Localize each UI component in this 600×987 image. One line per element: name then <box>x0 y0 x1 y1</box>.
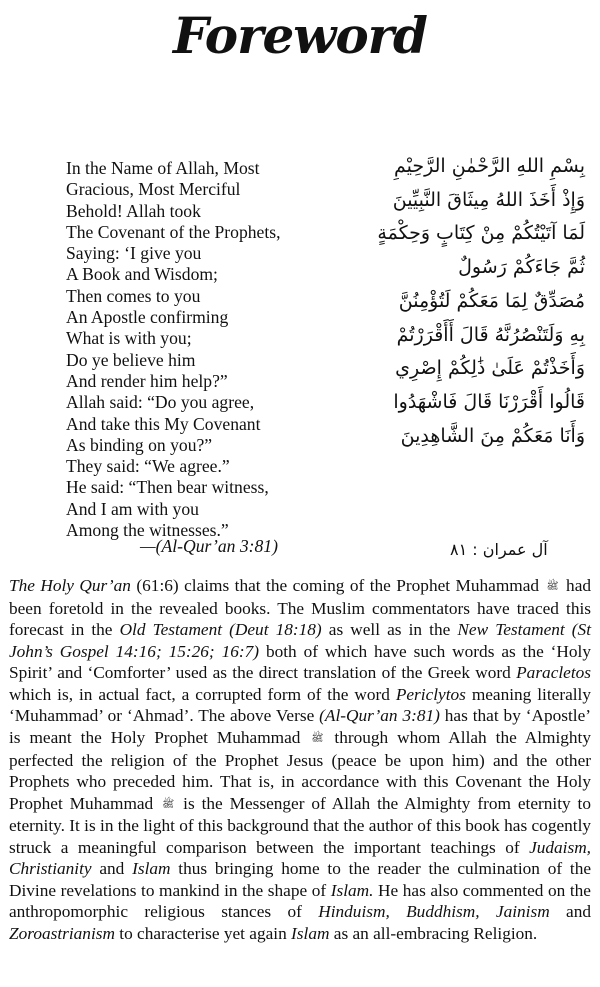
verse-line: The Covenant of the Prophets, <box>66 221 281 242</box>
text-span: Periclytos <box>395 684 466 704</box>
verse-line: He said: “Then bear witness, <box>66 477 269 498</box>
arabic-line: لَمَا آتَيْتُكُمْ مِنْ كِتَابٍ وَحِكْمَةٍ <box>377 222 585 245</box>
text-span: thus bringing home to the reader the culmination of the Divine revelations to mankind in the shape of <box>9 859 592 900</box>
text-span: is the Messenger of Allah the Almighty from eternity to eternity. It is in the light of this background that the author of this book has cogently struck a meaningful comparison between the important teachings of <box>9 793 592 857</box>
text-span: and <box>549 902 591 922</box>
text-span: New Testament (St John’s Gospel 14:16; 15:26; 16:7) <box>9 620 591 661</box>
text-span: as an all-embracing Religion. <box>329 923 538 943</box>
text-span: and <box>91 859 133 879</box>
text-span: as well as in the <box>321 620 458 640</box>
arabic-line: وَأَخَذْتُمْ عَلَىٰ ذَٰلِكُمْ إِصْرِي <box>395 357 585 380</box>
verse-line: Saying: ‘I give you <box>66 243 202 264</box>
text-span: Judaism, Christianity <box>9 837 591 879</box>
text-span: Old Testament (Deut 18:18) <box>119 620 322 640</box>
text-span: Islam. <box>330 880 374 900</box>
verse-line: Then comes to you <box>66 285 201 306</box>
text-span: (61:6) claims that the coming of the Prophet Muhammad <box>130 576 545 595</box>
text-span: meaning literally ‘Muhammad’ or ‘Ahmad’. The above Verse <box>9 684 591 726</box>
verse-line: And render him help?” <box>66 370 228 391</box>
verse-line: Allah said: “Do you agree, <box>66 392 255 413</box>
verse-line: Gracious, Most Merciful <box>66 179 241 200</box>
verse-line: As binding on you?” <box>66 434 213 455</box>
arabic-line: وَإِذْ أَخَذَ اللهُ مِيثَاقَ النَّبِيِّينَ <box>392 188 585 211</box>
arabic-line: قَالُوا أَقْرَرْنَا قَالَ فَاشْهَدُوا <box>393 390 585 413</box>
text-span: He has also commented on the anthropomorphic religious stances of <box>9 880 591 922</box>
english-verse <box>66 158 336 541</box>
text-span: to characterise yet again <box>114 923 292 943</box>
verse-line: In the Name of Allah, Most <box>66 158 260 178</box>
text-span: through whom Allah the Almighty perfected the religion of the Prophet Jesus (peace be upon him) and the other Prophets who preceded him. That is, in accordance with this Covenant the Holy Prophet Muhammad <box>9 727 591 813</box>
text-span: which is, in actual fact, a corrupted form of the word <box>9 684 396 704</box>
text-span: (Al-Qur’an 3:81) <box>319 706 440 726</box>
text-span: both of which have such words as the ‘Holy Spirit’ and ‘Comforter’ used as the direct translation of the Greek word <box>9 641 591 683</box>
page-title: Foreword <box>173 6 427 65</box>
verse-line: Among the witnesses.” <box>66 520 229 541</box>
text-span: Islam <box>132 859 171 879</box>
verse-line: An Apostle confirming <box>66 307 229 328</box>
verse-line: Do ye believe him <box>66 349 196 370</box>
text-span: Islam <box>291 923 330 943</box>
text-span: had been foretold in the revealed books. The Muslim commentators have traced this forecast in the <box>9 576 592 640</box>
arabic-verse <box>340 150 585 453</box>
verse-line: And take this My Covenant <box>66 413 261 434</box>
foreword-paragraph <box>9 575 591 944</box>
verse-citation: —(Al-Qur’an 3:81) <box>140 536 278 556</box>
verse-line: And I am with you <box>66 498 199 519</box>
arabic-line: مُصَدِّقٌ لِمَا مَعَكُمْ لَتُؤْمِنُنَّ <box>398 289 585 312</box>
verse-line: They said: “We agree.” <box>66 456 230 477</box>
arabic-citation: آل عمران : ٨١ <box>450 540 548 559</box>
text-span: Zoroastrianism <box>9 923 115 943</box>
verse-line: Behold! Allah took <box>66 200 201 221</box>
salutation-icon: ﷺ <box>546 581 559 593</box>
arabic-line: ثُمَّ جَاءَكُمْ رَسُولٌ <box>458 256 585 279</box>
text-span: has that by ‘Apostle’ is meant the Holy Prophet Muhammad <box>9 706 592 747</box>
text-span: The Holy Qur’an <box>9 576 131 595</box>
verse-line: A Book and Wisdom; <box>66 264 218 285</box>
salutation-icon: ﷺ <box>162 798 175 810</box>
text-span: Paracletos <box>516 663 591 683</box>
arabic-line: وَأَنَا مَعَكُمْ مِنَ الشَّاهِدِينَ <box>400 424 585 447</box>
verse-line: What is with you; <box>66 328 192 349</box>
arabic-line: بِسْمِ اللهِ الرَّحْمٰنِ الرَّحِيْمِ <box>394 155 585 177</box>
text-span: Hinduism, Buddhism, Jainism <box>318 902 550 922</box>
arabic-line: بِهِ وَلَتَنْصُرُنَّهُ قَالَ أَأَقْرَرْتُمْ <box>396 323 585 346</box>
salutation-icon: ﷺ <box>311 733 324 745</box>
